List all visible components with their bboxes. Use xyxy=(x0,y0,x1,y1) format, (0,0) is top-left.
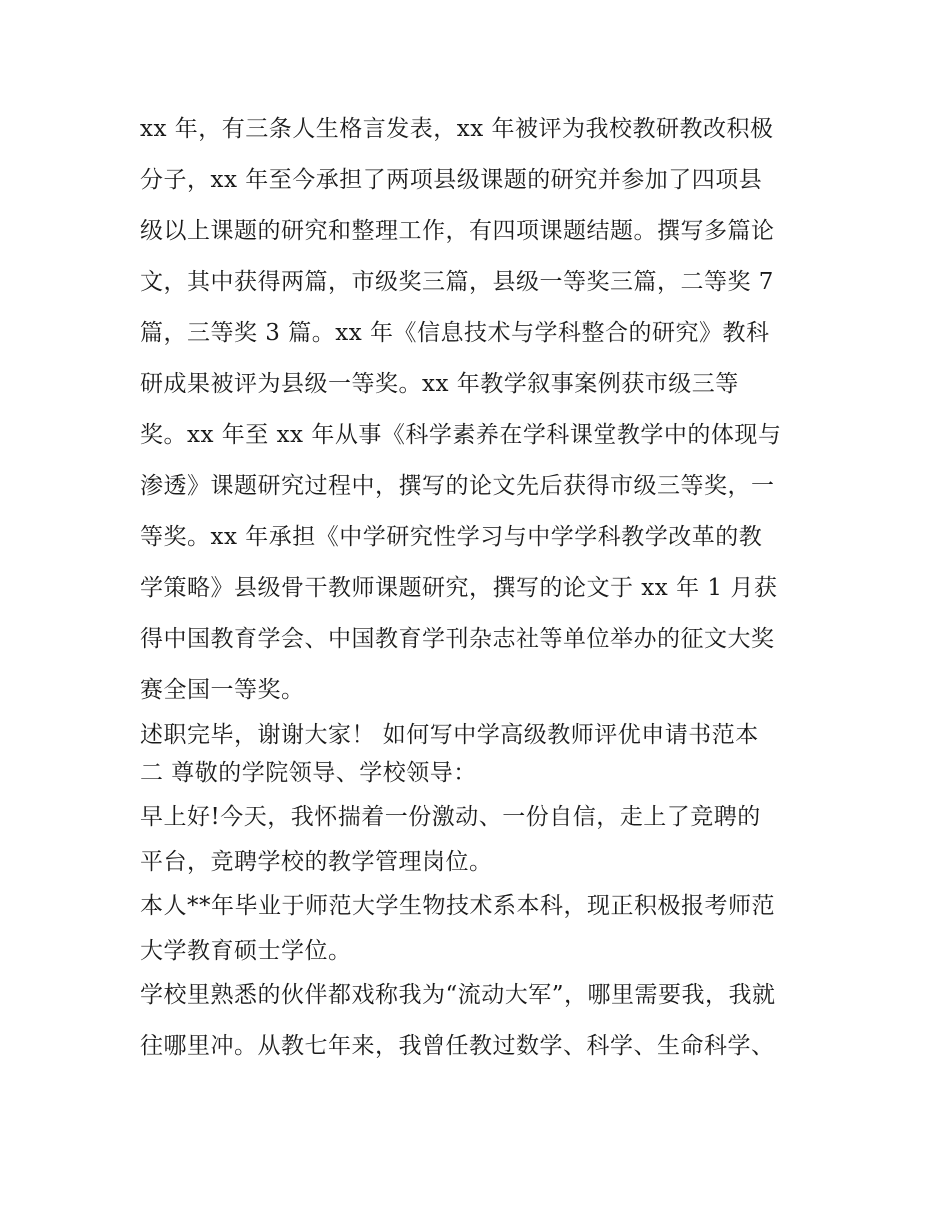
text-line: 赛全国一等奖。 xyxy=(140,677,305,703)
text-line: 文，其中获得两篇，市级奖三篇，县级一等奖三篇，二等奖 7 xyxy=(140,269,774,295)
text-line: xx 年，有三条人生格言发表，xx 年被评为我校教研教改积极 xyxy=(140,116,774,142)
text-line: 渗透》课题研究过程中，撰写的论文先后获得市级三等奖，一 xyxy=(140,473,775,499)
text-line: 学校里熟悉的伙伴都戏称我为“流动大军”，哪里需要我，我就 xyxy=(140,982,776,1008)
text-line: 得中国教育学会、中国教育学刊杂志社等单位举办的征文大奖 xyxy=(140,626,775,652)
text-line: 奖。xx 年至 xx 年从事《科学素养在学科课堂教学中的体现与 xyxy=(140,422,782,448)
text-line: 平台，竞聘学校的教学管理岗位。 xyxy=(140,849,493,875)
text-line: 学策略》县级骨干教师课题研究，撰写的论文于 xx 年 1 月获 xyxy=(140,575,778,601)
text-line: 研成果被评为县级一等奖。xx 年教学叙事案例获市级三等 xyxy=(140,371,739,397)
text-line: 级以上课题的研究和整理工作，有四项课题结题。撰写多篇论 xyxy=(140,218,775,244)
text-line: 等奖。xx 年承担《中学研究性学习与中学学科教学改革的教 xyxy=(140,524,763,550)
text-line: 大学教育硕士学位。 xyxy=(140,938,352,964)
text-line: 往哪里冲。从教七年来，我曾任教过数学、科学、生命科学、 xyxy=(140,1033,775,1059)
text-line: 篇，三等奖 3 篇。xx 年《信息技术与学科整合的研究》教科 xyxy=(140,320,770,346)
text-line: 分子，xx 年至今承担了两项县级课题的研究并参加了四项县 xyxy=(140,167,763,193)
text-line: 二 尊敬的学院领导、学校领导： xyxy=(140,760,477,786)
document-body xyxy=(140,104,820,1072)
text-line: 早上好!今天，我怀揣着一份激动、一份自信，走上了竞聘的 xyxy=(140,804,761,830)
text-line: 本人**年毕业于师范大学生物技术系本科，现正积极报考师范 xyxy=(140,893,775,919)
text-line: 述职完毕，谢谢大家！ 如何写中学高级教师评优申请书范本 xyxy=(140,722,759,748)
